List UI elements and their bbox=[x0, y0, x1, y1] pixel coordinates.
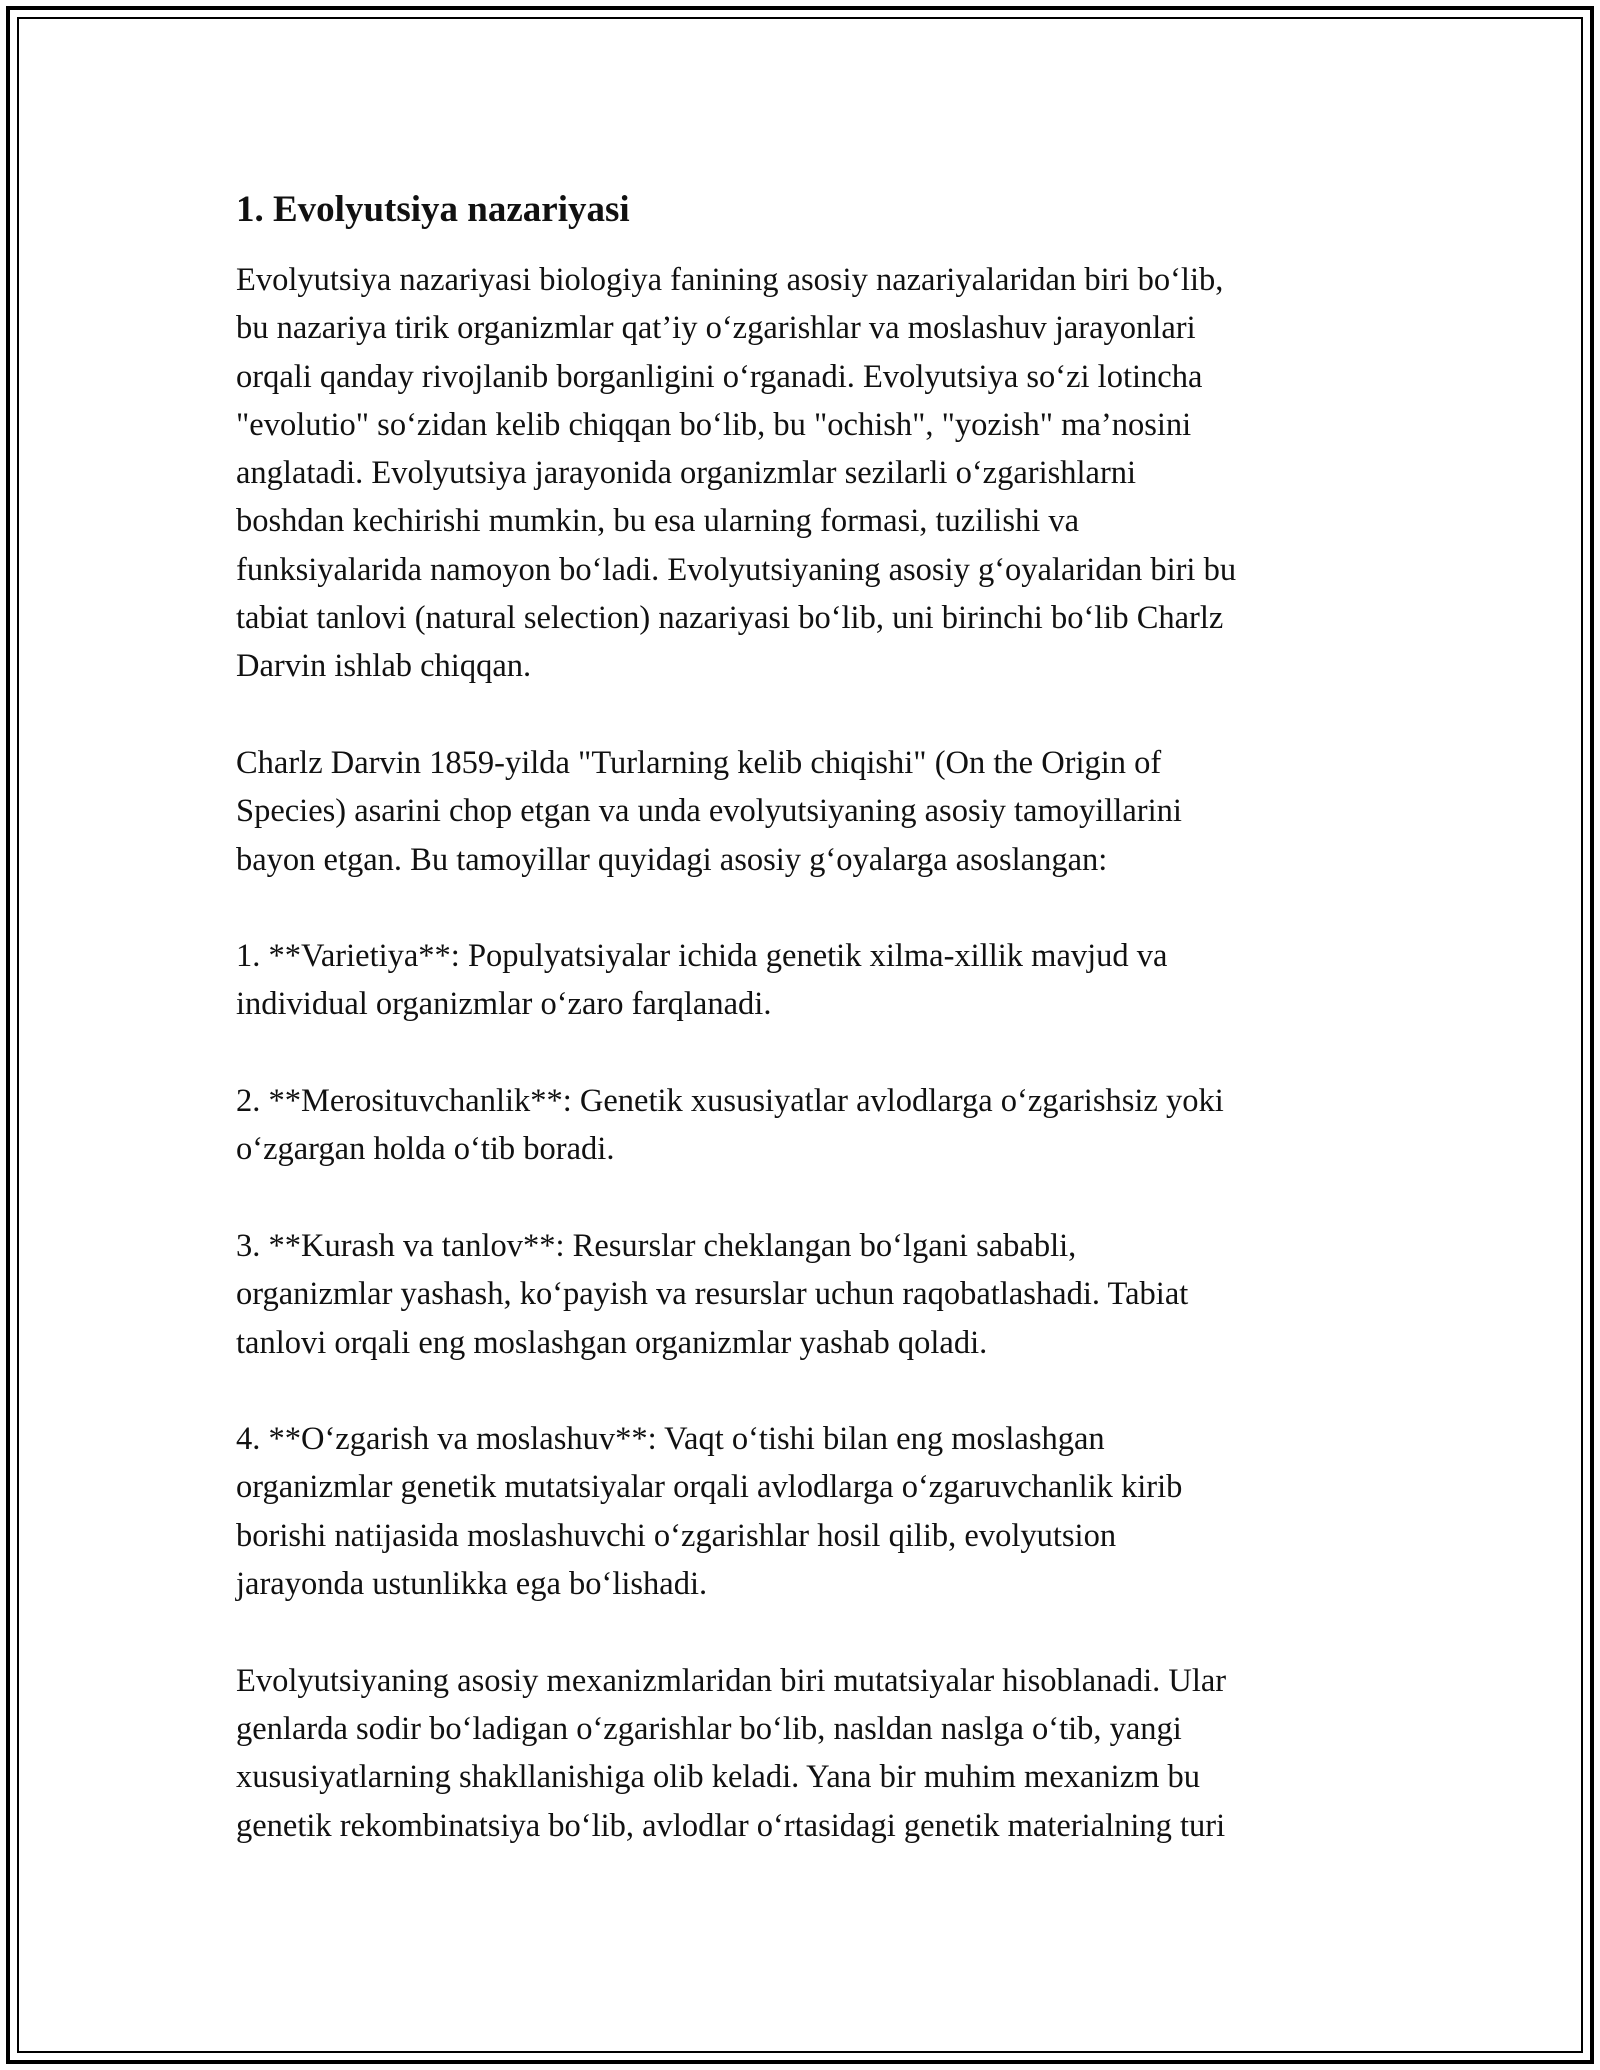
text-line: Darvin ishlab chiqqan. bbox=[236, 648, 532, 685]
text-line: genlarda sodir bo‘ladigan o‘zgarishlar bo‘lib, nasldan naslga o‘tib, yangi bbox=[236, 1710, 1182, 1747]
document-body bbox=[236, 186, 1376, 1898]
text-line: boshdan kechirishi mumkin, bu esa ularning formasi, tuzilishi va bbox=[236, 503, 1080, 540]
text-line: Evolyutsiyaning asosiy mexanizmlaridan biri mutatsiyalar hisoblanadi. Ular bbox=[236, 1662, 1227, 1699]
paragraph-intro bbox=[236, 256, 1376, 691]
text-line: Evolyutsiya nazariyasi biologiya fanining asosiy nazariyalaridan biri bo‘lib, bbox=[236, 262, 1224, 298]
text-line: 1. **Varietiya**: Populyatsiyalar ichida genetik xilma-xillik mavjud va bbox=[236, 938, 1168, 975]
text-line: bu nazariya tirik organizmlar qat’iy o‘zgarishlar va moslashuv jarayonlari bbox=[236, 310, 1196, 347]
section-heading: 1. Evolyutsiya nazariyasi bbox=[236, 189, 630, 230]
text-line: tabiat tanlovi (natural selection) nazariyasi bo‘lib, uni birinchi bo‘lib Charlz bbox=[236, 600, 1224, 637]
text-line: tanlovi orqali eng moslashgan organizmlar yashab qoladi. bbox=[236, 1324, 988, 1361]
text-line: individual organizmlar o‘zaro farqlanadi. bbox=[236, 986, 772, 1023]
list-item-ozgarish bbox=[236, 1415, 1376, 1608]
text-line: organizmlar yashash, ko‘payish va resurslar uchun raqobatlashadi. Tabiat bbox=[236, 1276, 1189, 1313]
text-line: jarayonda ustunlikka ega bo‘lishadi. bbox=[236, 1566, 708, 1603]
text-line: "evolutio" so‘zidan kelib chiqqan bo‘lib, bu "ochish", "yozish" ma’nosini bbox=[236, 406, 1192, 443]
text-line: anglatadi. Evolyutsiya jarayonida organizmlar sezilarli o‘zgarishlarni bbox=[236, 455, 1137, 492]
text-line: funksiyalarida namoyon bo‘ladi. Evolyutsiyaning asosiy g‘oyalaridan biri bu bbox=[236, 551, 1237, 588]
list-item-kurash bbox=[236, 1222, 1376, 1367]
paragraph-mechanisms bbox=[236, 1657, 1376, 1850]
text-line: Charlz Darvin 1859-yilda "Turlarning kelib chiqishi" (On the Origin of bbox=[236, 744, 1162, 781]
text-line: Species) asarini chop etgan va unda evolyutsiyaning asosiy tamoyillarini bbox=[236, 793, 1182, 830]
text-line: 4. **O‘zgarish va moslashuv**: Vaqt o‘tishi bilan eng moslashgan bbox=[236, 1421, 1105, 1458]
text-line: 2. **Merosituvchanlik**: Genetik xususiyatlar avlodlarga o‘zgarishsiz yoki bbox=[236, 1083, 1224, 1120]
text-line: orqali qanday rivojlanib borganligini o‘rganadi. Evolyutsiya so‘zi lotincha bbox=[236, 358, 1203, 395]
text-line: genetik rekombinatsiya bo‘lib, avlodlar o‘rtasidagi genetik materialning turi bbox=[236, 1807, 1226, 1844]
text-line: o‘zgargan holda o‘tib boradi. bbox=[236, 1131, 615, 1168]
text-line: borishi natijasida moslashuvchi o‘zgarishlar hosil qilib, evolyutsion bbox=[236, 1517, 1117, 1554]
list-item-merosituvchanlik bbox=[236, 1077, 1376, 1174]
paragraph-darwin bbox=[236, 739, 1376, 884]
text-line: 3. **Kurash va tanlov**: Resurslar cheklangan bo‘lgani sababli, bbox=[236, 1227, 1077, 1264]
list-item-varietiya bbox=[236, 932, 1376, 1029]
text-line: xususiyatlarning shakllanishiga olib keladi. Yana bir muhim mexanizm bu bbox=[236, 1759, 1201, 1796]
text-line: bayon etgan. Bu tamoyillar quyidagi asosiy g‘oyalarga asoslangan: bbox=[236, 841, 1108, 878]
text-line: organizmlar genetik mutatsiyalar orqali avlodlarga o‘zgaruvchanlik kirib bbox=[236, 1469, 1183, 1506]
